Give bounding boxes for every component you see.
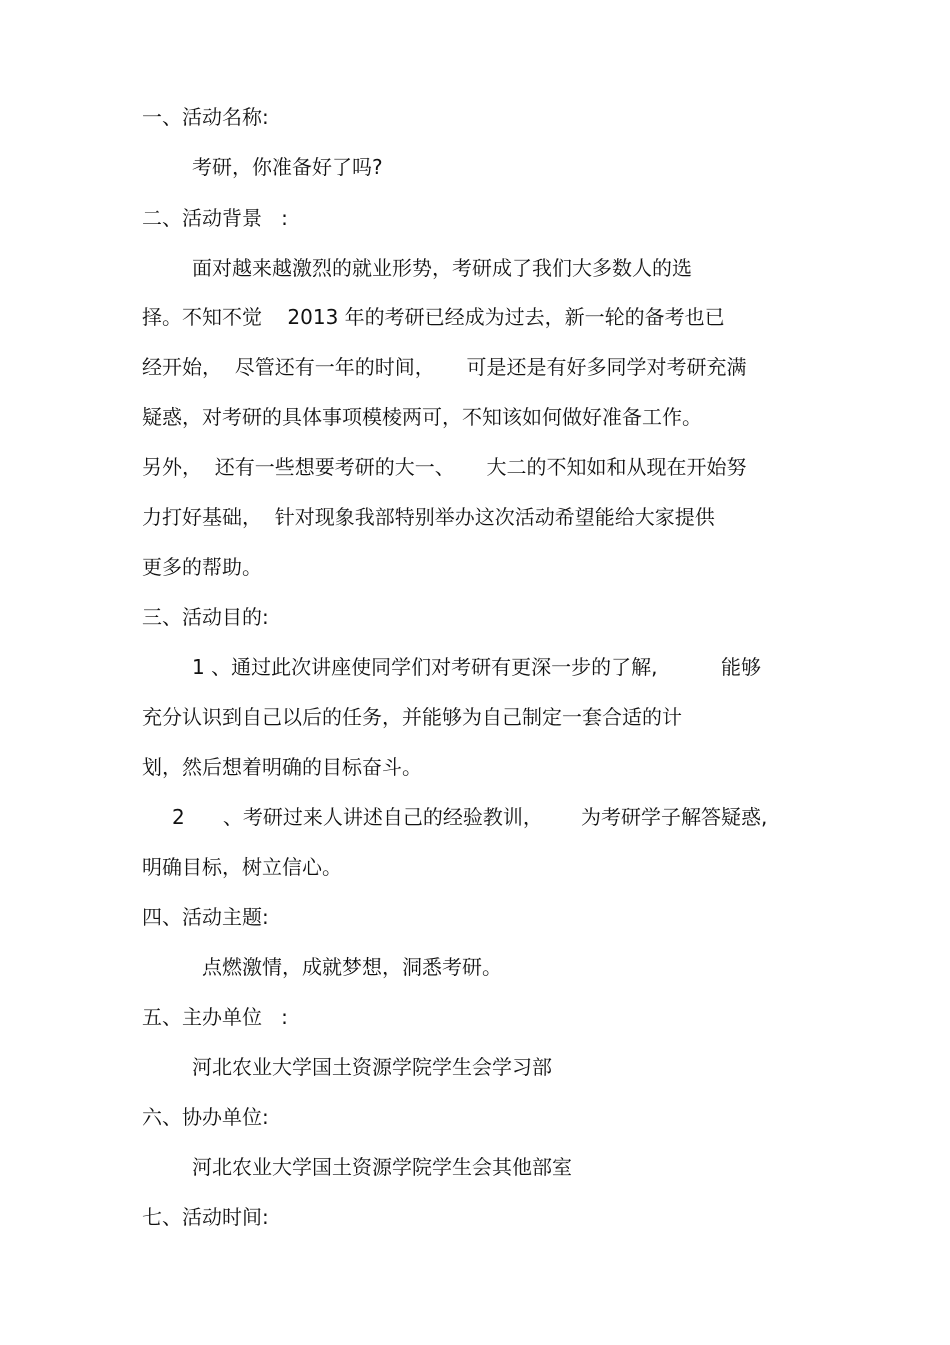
section-6-body: 河北农业大学国土资源学院学生会其他部室 [192,1155,572,1179]
section-5-heading: 五、主办单位 : [142,1005,288,1029]
section-3-line: 充分认识到自己以后的任务，并能够为自己制定一套合适的计 [142,705,682,729]
section-3-line: 划，然后想着明确的目标奋斗。 [142,755,422,779]
section-4-body: 点燃激情，成就梦想，洞悉考研。 [202,955,502,979]
section-3-heading: 三、活动目的: [142,605,269,629]
section-1-heading: 一、活动名称: [142,105,269,129]
section-3-line: 明确目标，树立信心。 [142,855,342,879]
section-4-heading: 四、活动主题: [142,905,269,929]
section-2-heading: 二、活动背景 : [142,206,288,230]
section-2-line: 更多的帮助。 [142,555,262,579]
section-5-body: 河北农业大学国土资源学院学生会学习部 [192,1055,552,1079]
section-2-line: 面对越来越激烈的就业形势，考研成了我们大多数人的选 [192,256,692,280]
section-3-line: 2 、考研过来人讲述自己的经验教训， 为考研学子解答疑惑, [172,805,768,829]
section-2-line: 力打好基础， 针对现象我部特别举办这次活动希望能给大家提供 [142,505,715,529]
section-2-line: 疑惑，对考研的具体事项模棱两可，不知该如何做好准备工作。 [142,405,702,429]
section-2-line: 择。不知不觉 2013 年的考研已经成为过去，新一轮的备考也已 [142,305,725,329]
section-6-heading: 六、协办单位: [142,1105,269,1129]
section-3-line: 1 、通过此次讲座使同学们对考研有更深一步的了解, 能够 [192,655,762,679]
section-2-line: 经开始， 尽管还有一年的时间， 可是还是有好多同学对考研充满 [142,355,747,379]
section-1-body: 考研，你准备好了吗? [192,155,383,179]
section-2-line: 另外， 还有一些想要考研的大一、 大二的不知如和从现在开始努 [142,455,747,479]
section-7-heading: 七、活动时间: [142,1205,269,1229]
